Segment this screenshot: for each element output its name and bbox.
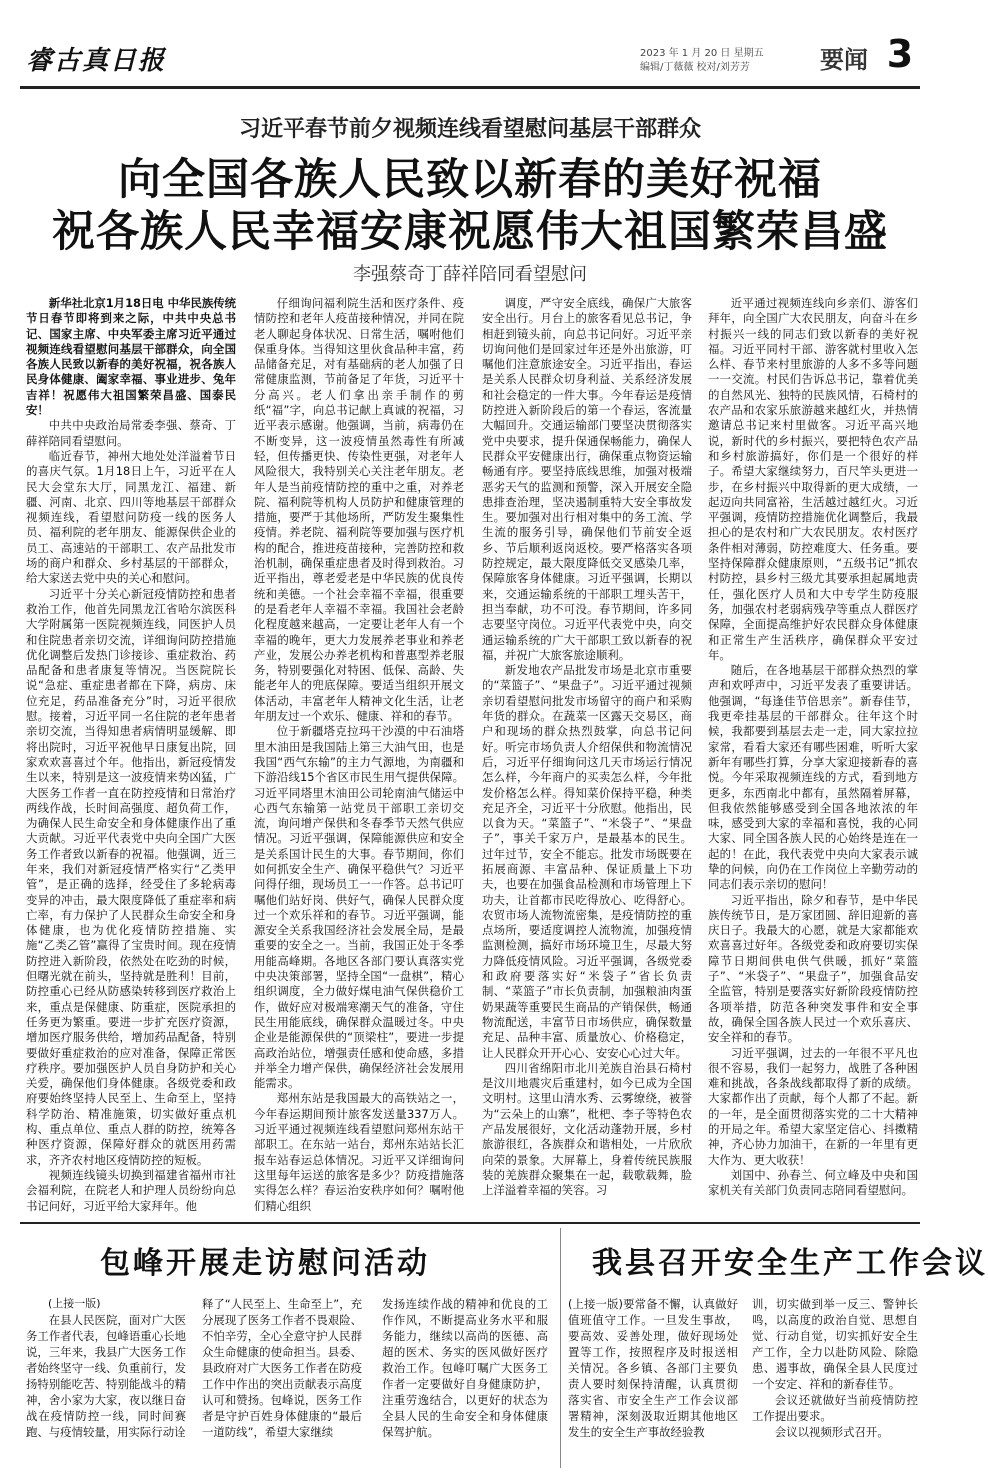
story-paragraph: 会议以视频形式召开。 [774,1425,889,1439]
lower-left-column-1 [26,1296,186,1472]
article-paragraph: 中共中央政治局常委李强、蔡奇、丁薛祥陪同看望慰问。 [26,418,236,448]
lower-right-headline: 我县召开安全生产工作会议 [592,1246,988,1281]
lower-left-column-3 [382,1296,548,1472]
lower-right-column-1 [568,1296,738,1472]
continuation-note: (上接一版) [48,1297,101,1310]
article-paragraph: 习近平指出，除夕和春节，是中华民族传统节日，是万家团圆、辞旧迎新的喜庆日子。我最大的心愿，就是大家都能欢欢喜喜过好年。各级党委和政府要切实保障节日期间供电供气供暖，抓好“菜篮子”、“米袋子”、“果盘子”，加强食品安全监管，特别是要落实好新阶段疫情防控各项举措，防范各种突发事件和安全事故，确保全国各族人民过一个欢乐喜庆、安全祥和的春节。 [708,892,918,1045]
page-number: 3 [886,32,914,76]
lower-story-divider [560,1228,561,1468]
masthead-divider [20,86,920,89]
article-paragraph: 郑州东站是我国最大的高铁站之一，今年春运期间预计旅客发送量337万人。习近平通过视频连线看望慰问郑州东站干部职工。在东站一站台，郑州东站站长汇报车站春运总体情况。习近平又详细询问这里每年运送的旅客是多少？防疫措施落实得怎么样？春运治安秩序如何？嘱咐他们精心组织 [254,1091,464,1213]
article-paragraph: 新华社北京1月18日电 中华民族传统节日春节即将到来之际，中共中央总书记、国家主席、中央军委主席习近平通过视频连线看望慰问基层干部群众，向全国各族人民致以新春的美好祝福，祝各族人民身体健康、阖家幸福、事业进步、兔年吉祥！祝愿伟大祖国繁荣昌盛、国泰民安！ [26,296,237,418]
article-column-2 [254,296,464,1211]
newspaper-masthead-logo: 睿古真日报 [26,46,167,76]
story-paragraph: 在县人民医院，面对广大医务工作者代表，包峰语重心长地说，三年来，我县广大医务工作者始终坚守一线、负重前行，发扬特别能吃苦、特别能战斗的精神，舍小家为大家，夜以继日奋战在疫情防控一线，同时间赛跑、与疫情较量，用实际行动诠 [26,1313,186,1439]
story-paragraph: 释了“人民至上、生命至上”，充分展现了医务工作者不畏艰险、不怕辛劳，全心全意守护人民群众生命健康的使命担当。县委、县政府对广大医务工作者在防疫工作中作出的突出贡献表示高度认可和赞扬。包峰说，医务工作者是守护百姓身体健康的“最后一道防线”，希望大家继续 [202,1297,362,1439]
story-paragraph: 训，切实做到举一反三、警钟长鸣，以高度的政治自觉、思想自觉、行动自觉，切实抓好安全生产工作，全力以赴防风险、除隐患、遏事故，确保全县人民度过一个安定、祥和的新春佳节。 [752,1297,918,1391]
issue-date: 2023 年 1 月 20 日 星期五 [640,48,764,59]
article-column-4 [708,296,918,1211]
lower-right-column-2 [752,1296,918,1472]
article-subheadline: 李强蔡奇丁薛祥陪同看望慰问 [353,264,587,285]
article-paragraph: 新发地农产品批发市场是北京市重要的“菜篮子”、“果盘子”。习近平通过视频亲切看望慰问批发市场留守的商户和采购年货的群众。在蔬菜一区露天交易区，商户和现场的群众热烈鼓掌，向总书记问好。听完市场负责人介绍保供和物流情况后，习近平仔细询问这几天市场运行情况怎么样，今年商户的买卖怎么样，今年批发价格怎么样。得知菜价保持平稳，种类充足齐全，习近平十分欣慰。他指出，民以食为天。“菜篮子”、“米袋子”、“果盘子”，事关千家万户，是最基本的民生。过年过节，安全不能忘。批发市场既要在拓展商源、丰富品种、保证质量上下功夫，也要在加强食品检测和市场管理上下功夫，让首都市民吃得放心、吃得舒心。农贸市场人流物流密集，是疫情防控的重点场所，要适度调控人流物流，加强疫情监测检测，搞好市场环境卫生，尽最大努力降低疫情风险。习近平强调，各级党委和政府要落实好“米袋子”省长负责制、“菜篮子”市长负责制，加强粮油肉蛋奶果蔬等重要民生商品的产销保供，畅通物流配送，丰富节日市场供应，确保数量充足、品种丰富、质量放心、价格稳定，让人民群众开开心心、安安心心过大年。 [482,663,692,1060]
editor-credits: 编辑/丁薇薇 校对/刘芳芳 [640,62,750,73]
lower-left-column-2 [202,1296,362,1472]
article-paragraph: 习近平强调，过去的一年很不平凡也很不容易，我们一起努力，战胜了各种困难和挑战，各条战线都取得了新的成绩。大家都作出了贡献，每个人都了不起。新的一年，是全面贯彻落实党的二十大精神的开局之年。希望大家坚定信心、抖擞精神，齐心协力加油干，在新的一年里有更大作为、更大收获！ [708,1045,918,1167]
article-paragraph: 习近平十分关心新冠疫情防控和患者救治工作，他首先同黑龙江省哈尔滨医科大学附属第一医院视频连线，同医护人员和住院患者亲切交流，详细询问防控措施优化调整后发热门诊接诊、重症救治、药品配备和患者康复等情况。当医院院长说“急症、重症患者都在下降，病房、床位充足，药品准备充分”时，习近平很欣慰。接着，习近平同一名住院的老年患者亲切交流，当得知患者病情明显缓解、即将出院时，习近平祝他早日康复出院，回家欢欢喜喜过个年。他指出，新冠疫情发生以来，特别是这一波疫情来势凶猛，广大医务工作者一直在防控疫情和日常治疗两线作战，长时间高强度、超负荷工作，为确保人民生命安全和身体健康作出了重大贡献。习近平代表党中央向全国广大医务工作者致以新春的祝福。他强调，近三年来，我们对新冠疫情严格实行“乙类甲管”，是正确的选择，经受住了多轮病毒变异的冲击，最大限度降低了重症率和病亡率，有力保护了人民群众生命安全和身体健康，也为优化疫情防控措施、实施“乙类乙管”赢得了宝贵时间。现在疫情防控进入新阶段，依然处在吃劲的时候，但曙光就在前头，坚持就是胜利！目前，防控重心已经从防感染转移到医疗救治上来，重点是保健康、防重症，医院承担的任务更为繁重。要进一步扩充医疗资源，增加医疗服务供给，增加药品配备，特别要做好重症救治的应对准备，保障正常医疗秩序。要加强医护人员自身防护和关心关爱，确保他们身体健康。各级党委和政府要始终坚持人民至上、生命至上，坚持科学防治、精准施策，切实做好重点机构、重点单位、重点人群的防控，统筹各种医疗资源，保障好群众的就医用药需求，齐齐农村地区疫情防控的短板。 [26,586,236,1167]
article-paragraph: 随后，在各地基层干部群众热烈的掌声和欢呼声中，习近平发表了重要讲话。他强调，“每逢佳节倍思亲”。新春佳节，我更牵挂基层的干部群众。往年这个时候，我都要到基层去走一走，同大家拉拉家常，看看大家还有哪些困难，听听大家新年有哪些打算，分享大家迎接新春的喜悦。今年采取视频连线的方式，看到地方更多，东西南北中都有，虽然隔着屏幕，但我依然能够感受到全国各地浓浓的年味，感受到大家的幸福和喜悦，我的心同大家、同全国各族人民的心始终是连在一起的！在此，我代表党中央向大家表示诚挚的问候，向仍在工作岗位上辛勤劳动的同志们表示亲切的慰问！ [708,663,918,892]
article-headline-line-2: 祝各族人民幸福安康祝愿伟大祖国繁荣昌盛 [52,207,888,257]
story-paragraph: 会议还就做好当前疫情防控工作提出要求。 [752,1393,918,1423]
article-kicker: 习近平春节前夕视频连线看望慰问基层干部群众 [238,117,701,142]
section-divider [20,1222,920,1224]
article-paragraph: 调度，严守安全底线，确保广大旅客安全出行。月台上的旅客看见总书记，争相赶到镜头前，向总书记问好。习近平亲切询问他们是回家过年还是外出旅游，叮嘱他们注意旅途安全。习近平指出，春运是关系人民群众切身利益、关系经济发展和社会稳定的一件大事。今年春运是疫情防控进入新阶段后的第一个春运，客流量大幅回升。交通运输部门要坚决贯彻落实党中央要求，提升保通保畅能力，确保人民群众平安健康出行，确保重点物资运输畅通有序。要坚持底线思维，加强对极端恶劣天气的监测和预警，深入开展安全隐患排查治理，坚决遏制重特大安全事故发生。要加强对出行相对集中的务工流、学生流的服务引导，确保他们节前安全返乡、节后顺利返岗返校。要严格落实各项防控规定，最大限度降低交叉感染几率，保障旅客身体健康。习近平强调，长期以来，交通运输系统的干部职工埋头苦干，担当奉献，功不可没。春节期间，许多同志要坚守岗位。习近平代表党中央，向交通运输系统的广大干部职工致以新春的祝福，并祝广大旅客旅途顺利。 [482,296,692,662]
article-paragraph: 刘国中、孙春兰、何立峰及中央和国家机关有关部门负责同志陪同看望慰问。 [708,1167,918,1198]
article-paragraph: 仔细询问福利院生活和医疗条件、疫情防控和老年人疫苗接种情况，并同在院老人聊起身体状况、日常生活，嘱咐他们保重身体。当得知这里伙食品种丰富，药品储备充足，对有基础病的老人加强了日常健康监测，节前备足了年货，习近平十分高兴。老人们拿出亲手制作的剪纸“福”字，向总书记献上真诚的祝福，习近平表示感谢。他强调，当前，病毒仍在不断变异，这一波疫情虽然毒性有所减轻，但传播更快、传染性更强，对老年人风险很大，我特别关心关注老年朋友。老年人是当前疫情防控的重中之重，对养老院、福利院等机构人员防护和健康管理的措施，要严于其他场所，严防发生聚集性疫情。养老院、福利院等要加强与医疗机构的配合，推进疫苗接种，完善防控和救治机制，确保重症患者及时得到救治。习近平指出，尊老爱老是中华民族的优良传统和美德。一个社会幸福不幸福，很重要的是看老年人幸福不幸福。我国社会老龄化程度越来越高，一定要让老年人有一个幸福的晚年，更大力发展养老事业和养老产业，发展公办养老机构和普惠型养老服务，特别要强化对特困、低保、高龄、失能老年人的兜底保障。要适当组织开展文体活动，丰富老年人精神文化生活，让老年朋友过一个欢乐、健康、祥和的春节。 [254,296,464,724]
article-paragraph: 临近春节，神州大地处处洋溢着节日的喜庆气氛。1月18日上午，习近平在人民大会堂东大厅，同黑龙江、福建、新疆、河南、北京、四川等地基层干部群众视频连线，看望慰问防疫一线的医务人员、福利院的老年朋友、能源保供企业的员工、高速站的干部职工、农产品批发市场的商户和群众、乡村基层的干部群众，给大家送去党中央的关心和慰问。 [26,448,236,586]
section-title: 要闻 [820,46,868,74]
article-column-3 [482,296,692,1211]
article-paragraph: 视频连线镜头切换到福建省福州市社会福利院，在院老人和护理人员纷纷向总书记问好，习近平给大家拜年。他 [26,1167,236,1213]
article-paragraph: 近平通过视频连线向乡亲们、游客们拜年，向全国广大农民朋友，向奋斗在乡村振兴一线的同志们致以新春的美好祝福。习近平同村干部、游客就村里收入怎么样、春节来村里旅游的人多不多等问题一一交流。村民们告诉总书记，靠着优美的自然风光、独特的民族风情，石椅村的农产品和农家乐旅游越来越红火，并热情邀请总书记来村里做客。习近平高兴地说，新时代的乡村振兴，要把特色农产品和乡村旅游搞好，你们是一个很好的样子。希望大家继续努力，百尺竿头更进一步，在乡村振兴中取得新的更大成绩，一起迈向共同富裕，生活越过越红火。习近平强调，疫情防控措施优化调整后，我最担心的是农村和广大农民朋友。农村医疗条件相对薄弱，防控难度大、任务重。要坚持保障群众健康原则，“五级书记”抓农村防控，县乡村三级尤其要承担起属地责任，强化医疗人员和大中专学生防疫服务，加强农村老弱病残孕等重点人群医疗保障，全面提高维护好农民群众身体健康和正常生产生活秩序，确保群众平安过年。 [708,296,918,662]
story-paragraph: 发扬连续作战的精神和优良的工作作风，不断提高业务水平和服务能力，继续以高尚的医德、高超的医术、务实的医风做好医疗救治工作。包峰叮嘱广大医务工作者一定要做好自身健康防护，注重劳逸结合，以更好的状态为全县人民的生命安全和身体健康保驾护航。 [382,1297,548,1439]
article-headline-line-1: 向全国各族人民致以新春的美好祝福 [118,155,822,205]
story-paragraph: (上接一版)要常备不懈，认真做好值班值守工作。一旦发生事故，要高效、妥善处理，做好现场处置等工作，按照程序及时报送相关情况。各乡镇、各部门主要负责人要时刻保持清醒，认真贯彻落实省、市安全生产工作会议部署精神，深刻汲取近期其他地区发生的安全生产事故经验教 [568,1297,738,1439]
article-column-1 [26,296,236,1211]
lower-left-headline: 包峰开展走访慰问活动 [100,1246,430,1281]
article-paragraph: 四川省绵阳市北川羌族自治县石椅村是汶川地震灾后重建村，如今已成为全国文明村。这里山清水秀、云雾缭绕，被誉为“云朵上的山寨”，枇杷、李子等特色农产品发展很好，文化活动蓬勃开展，乡村旅游很红，各族群众和谐相处，一片欣欣向荣的景象。大屏幕上，身着传统民族服装的羌族群众聚集在一起，载歌载舞，脸上洋溢着幸福的笑容。习 [482,1060,692,1198]
article-paragraph: 位于新疆塔克拉玛干沙漠的中石油塔里木油田是我国陆上第三大油气田，也是我国“西气东输”的主力气源地，为南疆和下游沿线15个省区市民生用气提供保障。习近平同塔里木油田公司轮南油气储运中心西气东输第一站党员干部职工亲切交流，询问增产保供和冬春季节天然气供应情况。习近平强调，保障能源供应和安全是关系国计民生的大事。春节期间，你们如何抓安全生产、确保平稳供气？习近平问得仔细，现场员工一一作答。总书记叮嘱他们站好岗、供好气，确保人民群众度过一个欢乐祥和的春节。习近平强调，能源安全关系我国经济社会发展全局，是最重要的安全之一。当前，我国正处于冬季用能高峰期。各地区各部门要认真落实党中央决策部署，坚持全国“一盘棋”，精心组织调度，全力做好煤电油气保供稳价工作，做好应对极端寒潮天气的准备，守住民生用能底线，确保群众温暖过冬。中央企业是能源保供的“顶梁柱”，要进一步提高政治站位，增强责任感和使命感，多措并举全力增产保供，确保经济社会发展用能需求。 [254,724,464,1091]
